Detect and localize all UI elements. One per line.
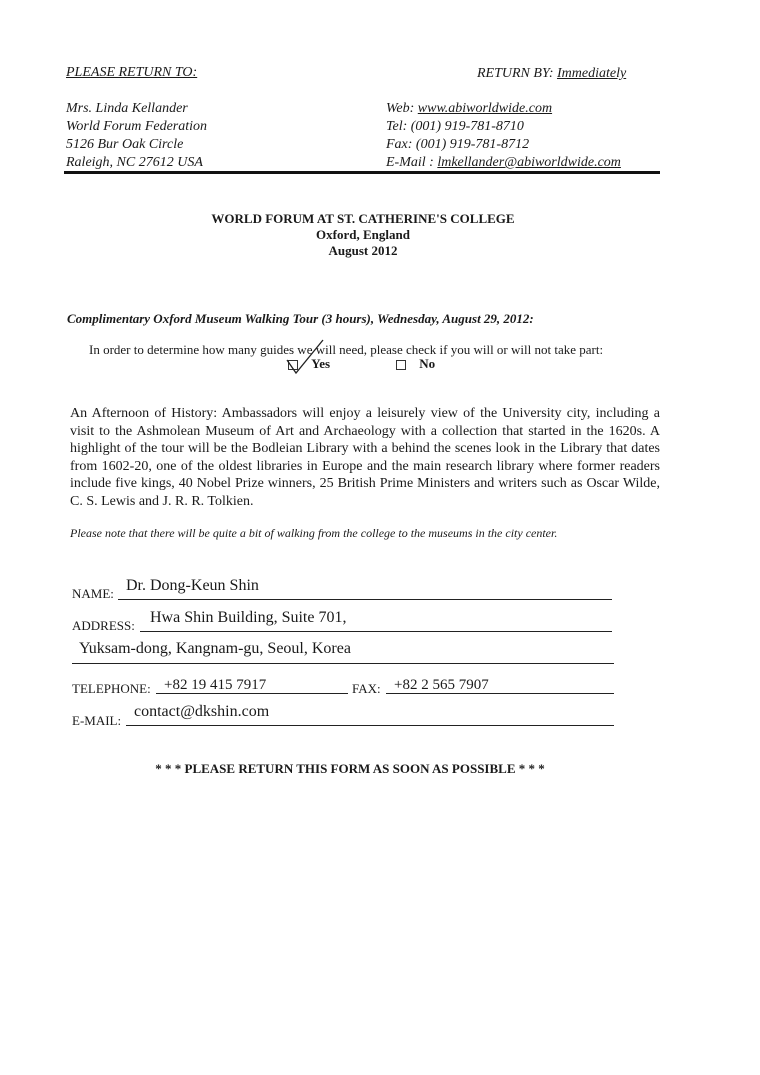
- tour-heading: Complimentary Oxford Museum Walking Tour (3 hours), Wednesday, August 29, 2012:: [67, 311, 534, 326]
- return-by-value: Immediately: [556, 66, 627, 81]
- fax-line: [386, 693, 614, 694]
- walking-note: Please note that there will be quite a bit of walking from the college to the museums in the city center.: [70, 526, 558, 540]
- name-label: NAME:: [72, 586, 114, 601]
- return-to-label: PLEASE RETURN TO:: [66, 65, 198, 80]
- name-line: [118, 599, 612, 600]
- email-label: E-Mail :: [386, 155, 434, 170]
- tel-line: Tel: (001) 919-781-8710: [386, 119, 524, 134]
- fax-line: Fax: (001) 919-781-8712: [386, 137, 530, 152]
- address-line: Mrs. Linda Kellander: [66, 101, 188, 116]
- address-field-line2[interactable]: Yuksam-dong, Kangnam-gu, Seoul, Korea: [79, 640, 351, 657]
- yes-checkmark-icon: [283, 338, 333, 378]
- telephone-label: TELEPHONE:: [72, 681, 151, 696]
- return-by: [477, 66, 626, 82]
- address-line: 5126 Bur Oak Circle: [66, 137, 184, 152]
- address-line: Raleigh, NC 27612 USA: [66, 155, 203, 170]
- web-label: Web:: [386, 101, 415, 116]
- event-title: WORLD FORUM AT ST. CATHERINE'S COLLEGE: [211, 211, 515, 226]
- no-checkbox[interactable]: [396, 360, 406, 370]
- name-field[interactable]: Dr. Dong-Keun Shin: [126, 577, 259, 594]
- address-line: World Forum Federation: [66, 119, 208, 134]
- address-field-line1[interactable]: Hwa Shin Building, Suite 701,: [150, 609, 347, 626]
- address-line-1: [140, 631, 612, 632]
- email-line: [386, 154, 621, 172]
- footer-notice: * * * PLEASE RETURN THIS FORM AS SOON AS POSSIBLE * * *: [155, 761, 545, 776]
- email-form-line: [126, 725, 614, 726]
- fax-label: FAX:: [352, 681, 381, 696]
- address-label: ADDRESS:: [72, 618, 135, 633]
- return-by-label: RETURN BY:: [477, 66, 554, 81]
- email-field[interactable]: contact@dkshin.com: [134, 703, 270, 720]
- tour-description: An Afternoon of History: Ambassadors will enjoy a leisurely view of the University city, including a visit to the Ashmolean Museum of Art and Archaeology with a collection that started in the 1620s. A highlight of the tour will be the Bodleian Library with a behind the scenes look in the Library that dates from 1602-20, one of the oldest libraries in Europe and the main research library where former readers include five kings, 40 Nobel Prize winners, 25 British Prime Ministers and writers such as Oscar Wilde, C. S. Lewis and J. R. R. Tolkien.: [70, 406, 660, 509]
- event-title-block: [0, 211, 726, 259]
- event-location: Oxford, England: [316, 227, 410, 242]
- contact-info: [386, 100, 621, 172]
- address-line-2: [72, 663, 614, 664]
- no-label: No: [419, 356, 436, 371]
- fax-field[interactable]: +82 2 565 7907: [394, 677, 489, 693]
- tour-question: In order to determine how many guides we will need, please check if you will or will not take part:: [89, 342, 604, 357]
- header-divider: [64, 171, 660, 174]
- web-line: [386, 100, 621, 118]
- no-option[interactable]: [396, 356, 435, 372]
- return-address: [66, 100, 207, 172]
- telephone-field[interactable]: +82 19 415 7917: [164, 677, 267, 693]
- email-link[interactable]: lmkellander@abiworldwide.com: [437, 155, 621, 170]
- event-date: August 2012: [328, 243, 398, 258]
- telephone-line: [156, 693, 348, 694]
- web-link[interactable]: www.abiworldwide.com: [417, 101, 553, 116]
- yes-label: Yes: [311, 356, 331, 371]
- email-form-label: E-MAIL:: [72, 713, 122, 728]
